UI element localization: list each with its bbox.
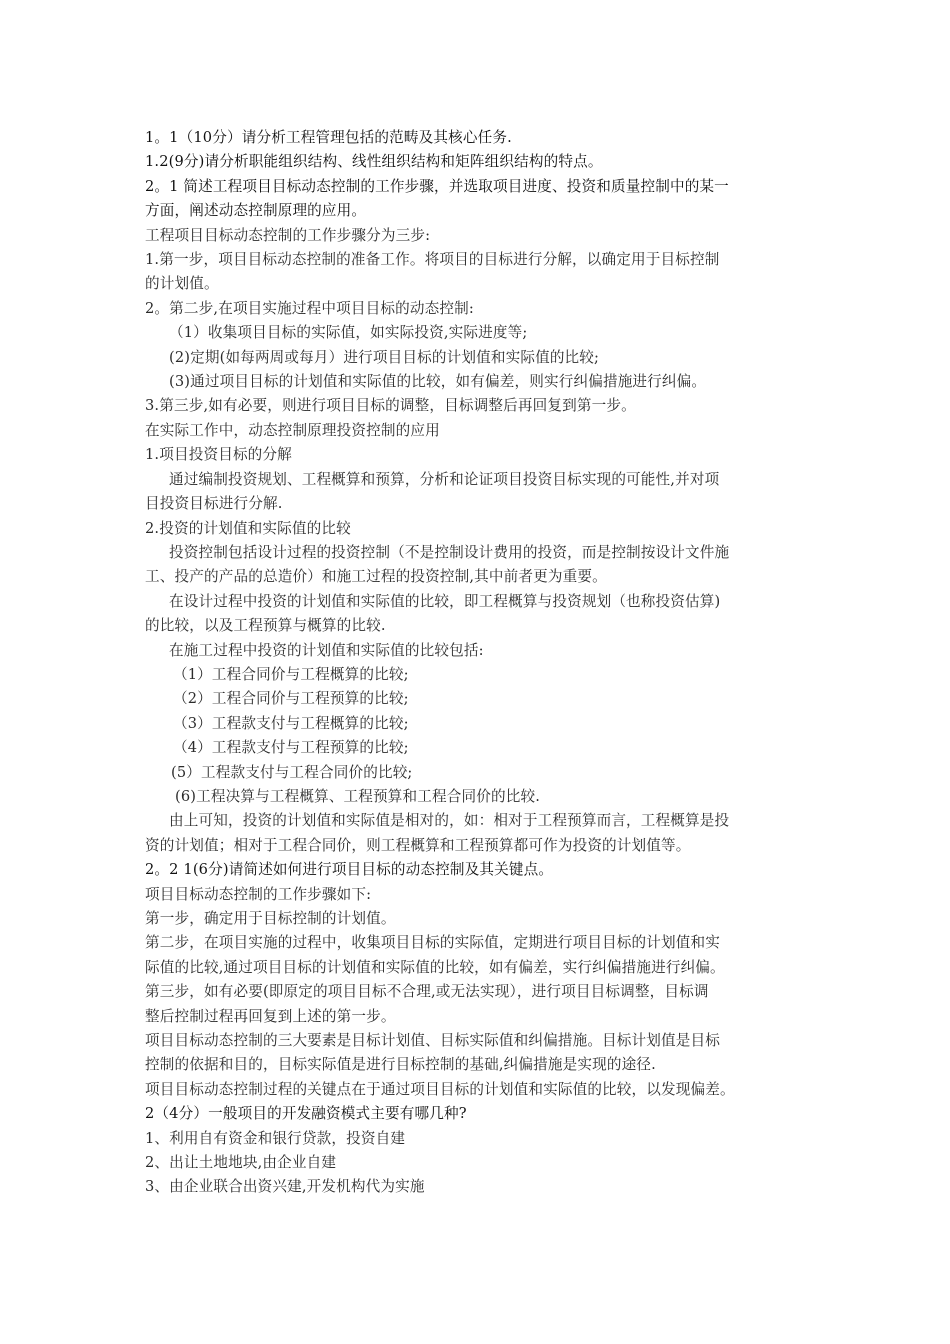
answer-line: 3、由企业联合出资兴建,开发机构代为实施	[145, 1178, 425, 1196]
answer-line: 在设计过程中投资的计划值和实际值的比较，即工程概算与投资规划（也称投资估算)	[169, 592, 721, 610]
answer-line: (5）工程款支付与工程合同价的比较;	[171, 763, 413, 781]
answer-line: 在实际工作中，动态控制原理投资控制的应用	[145, 421, 440, 439]
answer-line: (2)定期(如每两周或每月）进行项目目标的计划值和实际值的比较;	[169, 348, 600, 366]
answer-line: 工、投产的产品的总造价）和施工过程的投资控制,其中前者更为重要。	[145, 568, 607, 586]
answer-line: （1）工程合同价与工程概算的比较;	[173, 665, 409, 683]
answer-line: 在施工过程中投资的计划值和实际值的比较包括:	[169, 641, 484, 659]
question-line: 方面，阐述动态控制原理的应用。	[145, 202, 367, 220]
answer-line: （3）工程款支付与工程概算的比较;	[173, 714, 409, 732]
answer-line: 的比较，以及工程预算与概算的比较.	[145, 617, 386, 635]
answer-line: 2.投资的计划值和实际值的比较	[145, 519, 351, 537]
answer-line: 目投资目标进行分解.	[145, 495, 283, 513]
answer-line: 整后控制过程再回复到上述的第一步。	[145, 1007, 396, 1025]
answer-line: 1.第一步，项目目标动态控制的准备工作。将项目的目标进行分解，以确定用于目标控制	[145, 251, 720, 269]
question-line: 2。1 简述工程项目目标动态控制的工作步骤，并选取项目进度、投资和质量控制中的某一	[145, 177, 729, 195]
answer-line: (6)工程决算与工程概算、工程预算和工程合同价的比较.	[175, 787, 541, 805]
answer-line: 1、利用自有资金和银行贷款，投资自建	[145, 1129, 406, 1147]
answer-line: 资的计划值；相对于工程合同价，则工程概算和工程预算都可作为投资的计划值等。	[145, 836, 691, 854]
answer-line: （2）工程合同价与工程预算的比较;	[173, 690, 409, 708]
answer-line: 3.第三步,如有必要，则进行项目目标的调整，目标调整后再回复到第一步。	[145, 397, 636, 415]
answer-line: 通过编制投资规划、工程概算和预算，分析和论证项目投资目标实现的可能性,并对项	[169, 470, 720, 488]
question-line: 1.2(9分)请分析职能组织结构、线性组织结构和矩阵组织结构的特点。	[145, 153, 603, 171]
answer-line: （4）工程款支付与工程预算的比较;	[173, 739, 409, 757]
answer-line: 投资控制包括设计过程的投资控制（不是控制设计费用的投资，而是控制按设计文件施	[169, 543, 730, 561]
answer-line: 工程项目目标动态控制的工作步骤分为三步:	[145, 226, 431, 244]
answer-line: （1）收集项目目标的实际值，如实际投资,实际进度等;	[169, 324, 528, 342]
answer-line: 项目目标动态控制的三大要素是目标计划值、目标实际值和纠偏措施。目标计划值是目标	[145, 1032, 721, 1050]
answer-line: 第三步，如有必要(即原定的项目目标不合理,或无法实现），进行项目目标调整，目标调	[145, 983, 709, 1001]
answer-line: 际值的比较,通过项目目标的计划值和实际值的比较，如有偏差，实行纠偏措施进行纠偏。	[145, 958, 725, 976]
answer-line: 第二步，在项目实施的过程中，收集项目目标的实际值，定期进行项目目标的计划值和实	[145, 934, 721, 952]
answer-line: 2。第二步,在项目实施过程中项目目标的动态控制:	[145, 299, 474, 317]
answer-line: 第一步，确定用于目标控制的计划值。	[145, 910, 396, 927]
document-page	[145, 126, 815, 1200]
question-line: 1。1（10分）请分析工程管理包括的范畴及其核心任务.	[145, 129, 512, 146]
answer-line: 由上可知，投资的计划值和实际值是相对的，如：相对于工程预算而言，工程概算是投	[169, 812, 730, 830]
answer-line: 项目目标动态控制过程的关键点在于通过项目目标的计划值和实际值的比较，以发现偏差。	[145, 1080, 735, 1098]
answer-line: 控制的依据和目的，目标实际值是进行目标控制的基础,纠偏措施是实现的途径.	[145, 1056, 656, 1074]
answer-line: 1.项目投资目标的分解	[145, 446, 292, 464]
question-line: 2。2 1(6分)请简述如何进行项目目标的动态控制及其关键点。	[145, 861, 554, 879]
answer-line: 项目目标动态控制的工作步骤如下:	[145, 885, 372, 903]
answer-line: 的计划值。	[145, 275, 219, 293]
answer-line: (3)通过项目目标的计划值和实际值的比较，如有偏差，则实行纠偏措施进行纠偏。	[169, 373, 707, 391]
question-line: 2（4分）一般项目的开发融资模式主要有哪几种?	[145, 1105, 467, 1123]
answer-line: 2、出让土地地块,由企业自建	[145, 1154, 337, 1172]
